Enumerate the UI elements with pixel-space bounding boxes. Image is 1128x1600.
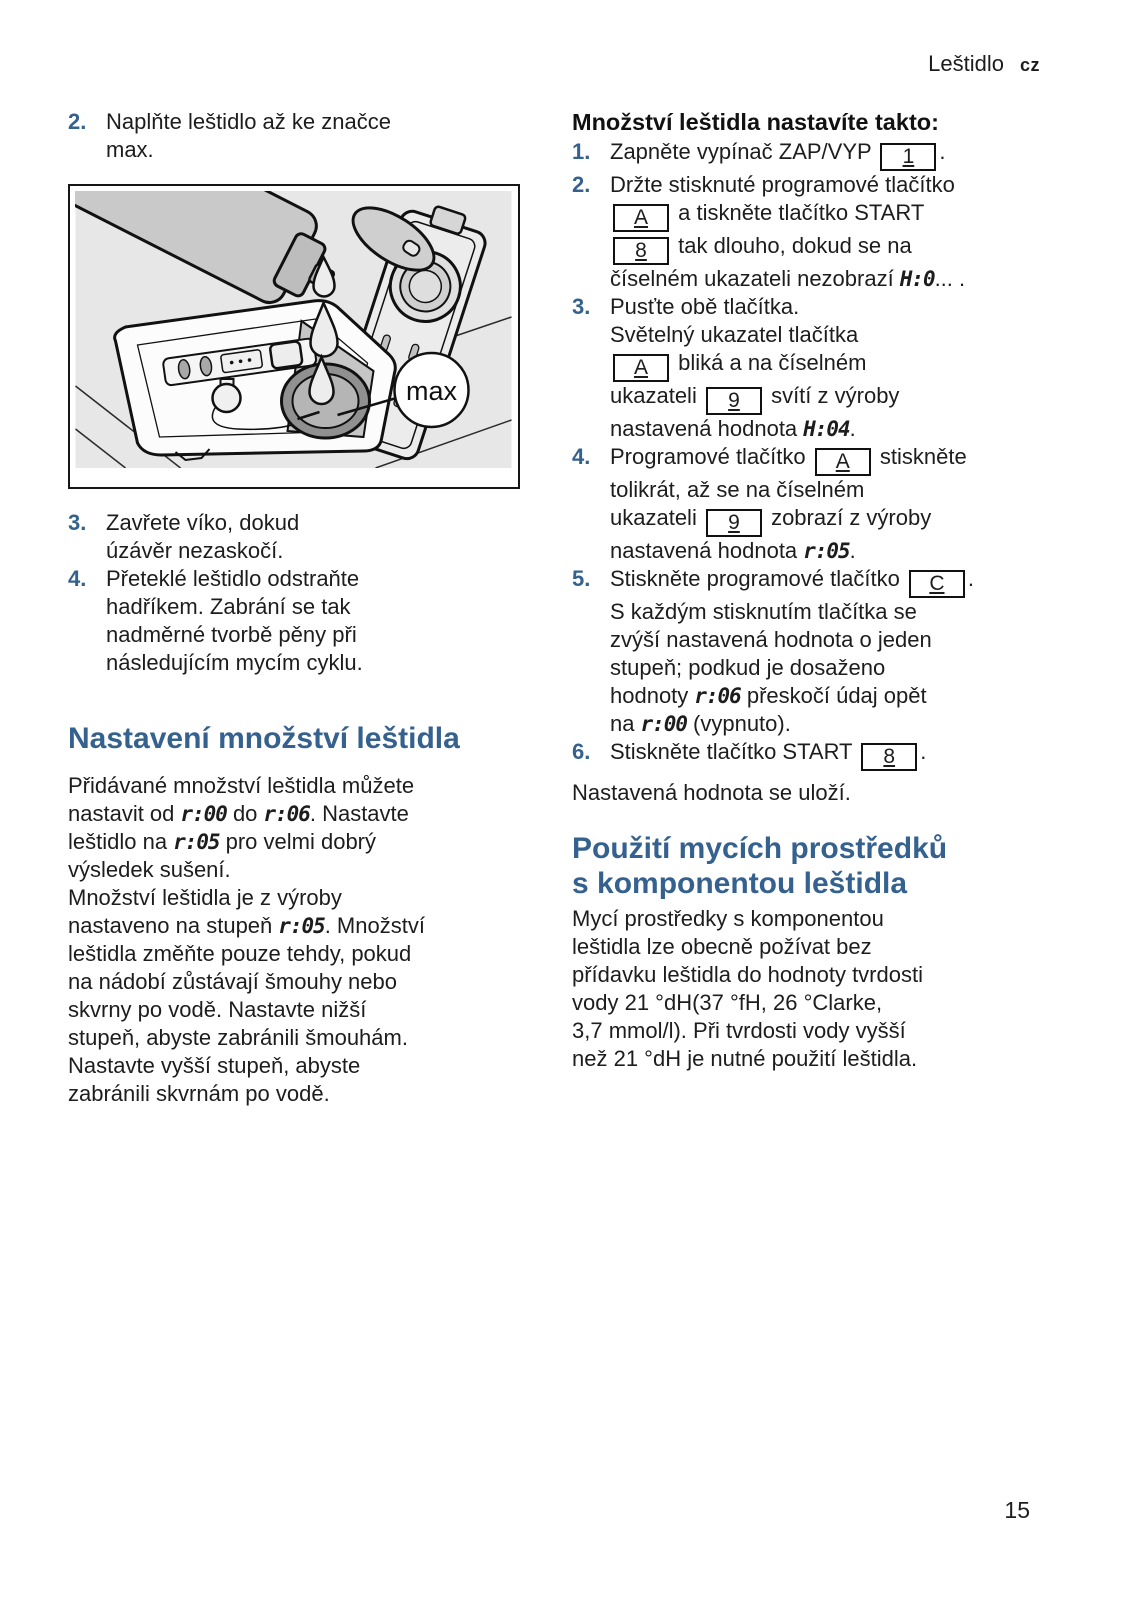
- step-item: [572, 138, 1058, 171]
- step-text: Pusťte obě tlačítka. Světelný ukazatel tlačítka A bliká a na číselném ukazateli 9 svítí z výroby nastavená hodnota H:04.: [610, 294, 900, 441]
- key-button-A: A: [613, 204, 669, 232]
- segment-display-value: r:00: [640, 712, 687, 736]
- dispenser-figure: [68, 184, 520, 489]
- step-item: [572, 565, 1058, 738]
- step-text: Stiskněte tlačítko START 8 .: [610, 739, 926, 764]
- procedure-steps-list: [572, 138, 1058, 771]
- dispenser-shape: [115, 301, 396, 460]
- max-label: max: [405, 376, 458, 406]
- key-button-A: A: [815, 448, 871, 476]
- segment-display-value: r:05: [173, 830, 220, 854]
- step-text: Zapněte vypínač ZAP/VYP 1 .: [610, 139, 946, 164]
- right-column: [572, 108, 1058, 1108]
- step-text: Držte stisknuté programové tlačítko A a tiskněte tlačítko START 8 tak dlouho, dokud se na číselném ukazateli nezobrazí H:0... .: [610, 172, 966, 291]
- step-number: 2.: [68, 109, 87, 134]
- section-heading-detergents: Použití mycích prostředků s komponentou leštidla: [572, 832, 948, 900]
- procedure-heading: Množství leštidla nastavíte takto:: [572, 109, 939, 135]
- segment-display-value: r:05: [278, 914, 325, 938]
- segment-display-value: r:06: [263, 802, 310, 826]
- step-number: 4.: [68, 566, 87, 591]
- segment-display-value: H:0: [899, 267, 935, 291]
- step-number: 2.: [572, 172, 591, 197]
- content-columns: [68, 108, 1058, 1108]
- key-button-9: 9: [706, 387, 762, 415]
- step-number: 4.: [572, 444, 591, 469]
- paragraph: Množství leštidla je z výroby nastaveno na stupeň r:05. Množství leštidla změňte pouze tehdy, pokud na nádobí zůstávají šmouhy nebo skvrny po vodě. Nastavte nižší stupeň, abyste zabránili šmouhám. Nastavte vyšší stupeň, abyste zabránili skvrnám po vodě.: [68, 885, 425, 1106]
- key-button-A: A: [613, 354, 669, 382]
- step-text: Přeteklé leštidlo odstraňte hadříkem. Zabrání se tak nadměrné tvorbě pěny při následujícím mycím cyklu.: [106, 566, 363, 675]
- step-number: 3.: [68, 510, 87, 535]
- step-item: [68, 509, 520, 565]
- result-note: Nastavená hodnota se uloží.: [572, 780, 851, 805]
- step-item: [572, 293, 1058, 443]
- figure-frame: [75, 191, 513, 482]
- segment-display-value: r:06: [694, 684, 741, 708]
- section-heading-amount: Nastavení množství leštidla: [68, 722, 460, 755]
- key-button-9: 9: [706, 509, 762, 537]
- step-item: [572, 443, 1058, 565]
- step-text: Programové tlačítko A stiskněte tolikrát, až se na číselném ukazateli 9 zobrazí z výroby nastavená hodnota r:05.: [610, 444, 967, 563]
- fill-steps-list: [68, 108, 520, 164]
- step-text: Zavřete víko, dokud úzávěr nezaskočí.: [106, 510, 300, 563]
- segment-display-value: H:04: [803, 417, 850, 441]
- step-number: 5.: [572, 566, 591, 591]
- step-item: [572, 738, 1058, 771]
- close-steps-list: [68, 509, 520, 677]
- left-column: [68, 108, 520, 1108]
- step-text: Naplňte leštidlo až ke značce max.: [106, 109, 391, 162]
- step-text: Stiskněte programové tlačítko C . S každým stisknutím tlačítka se zvýší nastavená hodnota o jeden stupeň; podkud je dosaženo hodnoty r:06 přeskočí údaj opět na r:00 (vypnuto).: [610, 566, 975, 736]
- step-item: [68, 108, 520, 164]
- key-button-8: 8: [613, 237, 669, 265]
- step-item: [68, 565, 520, 677]
- paragraph: Mycí prostředky s komponentou leštidla lze obecně požívat bez přídavku leštidla do hodnoty tvrdosti vody 21 °dH(37 °fH, 26 °Clarke, 3,7 mmol/l). Při tvrdosti vody vyšší než 21 °dH je nutné použití leštidla.: [572, 906, 923, 1071]
- paragraph: Přidávané množství leštidla můžete nastavit od r:00 do r:06. Nastavte leštidlo na r:05 pro velmi dobrý výsledek sušení.: [68, 773, 415, 882]
- step-number: 3.: [572, 294, 591, 319]
- segment-display-value: r:05: [803, 539, 850, 563]
- segment-display-value: r:00: [180, 802, 227, 826]
- header-lang-code: cz: [1019, 55, 1040, 75]
- step-number: 6.: [572, 739, 591, 764]
- dispenser-illustration: [75, 191, 512, 468]
- key-button-C: C: [909, 570, 965, 598]
- step-number: 1.: [572, 139, 591, 164]
- header-section-title: Leštidlo: [928, 51, 1004, 76]
- page-number: 15: [1004, 1497, 1030, 1523]
- key-button-1: 1: [880, 143, 936, 171]
- step-item: [572, 171, 1058, 293]
- page-header: [928, 50, 1040, 79]
- key-button-8: 8: [861, 743, 917, 771]
